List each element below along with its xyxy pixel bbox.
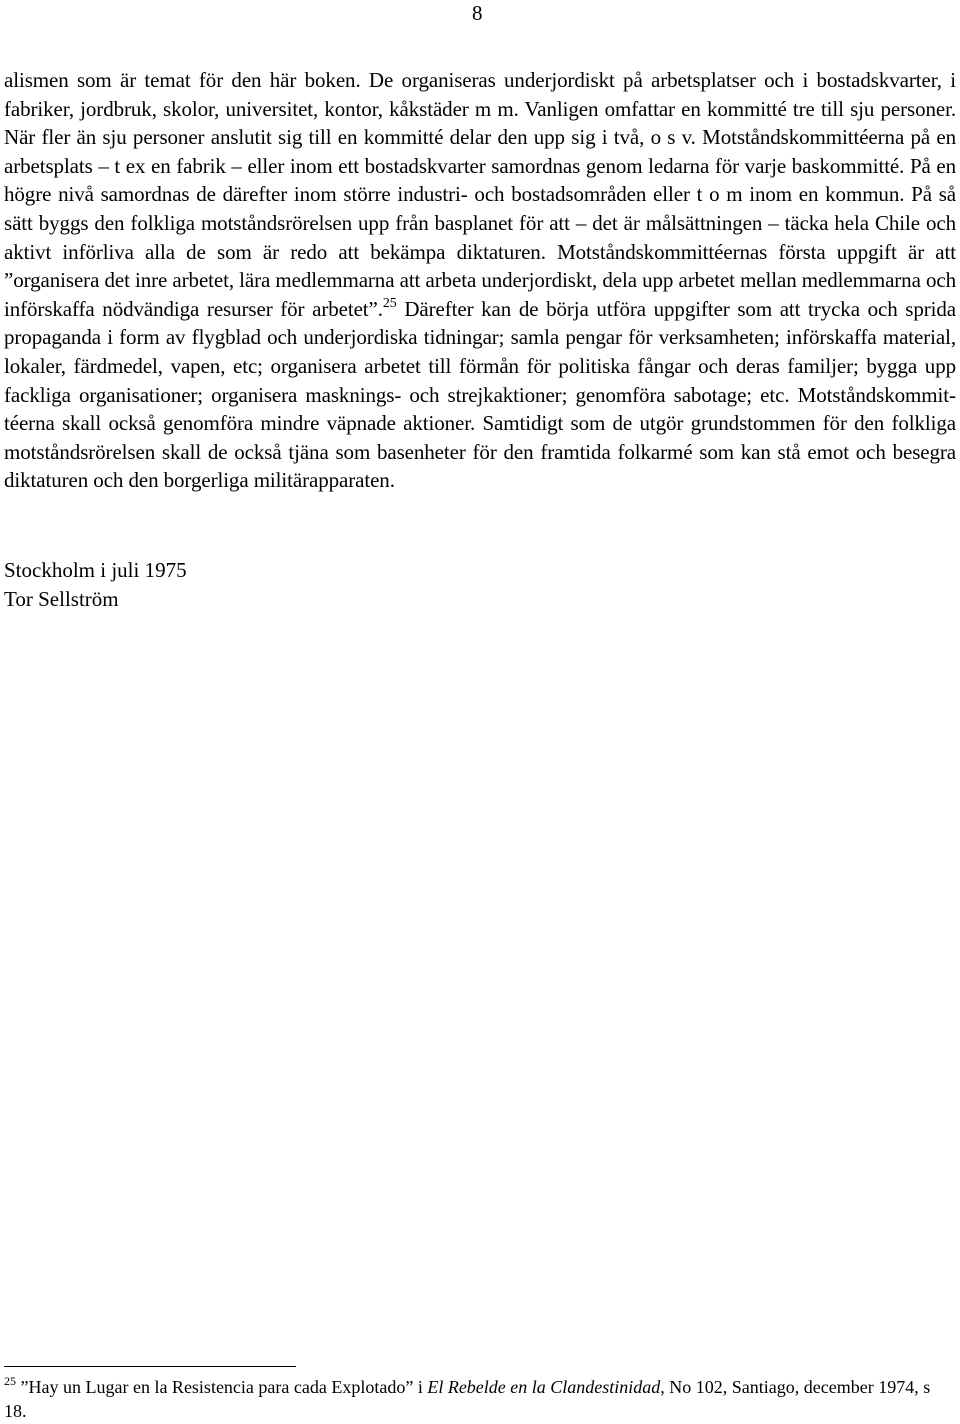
page-number: 8 (472, 1, 483, 25)
footnote-text-end: , No 102, Santiago, december 1974, s 18. (4, 1377, 931, 1421)
footnote-number: 25 (4, 1374, 16, 1388)
paragraph-text-continued: Därefter kan de börja utföra uppgifter som att trycka och sprida propaganda i form av flygblad och underjordiska tidningar; samla pengar för verksamheten; införskaffa material, lokaler, färdmedel, vapen, etc; organisera arbetet till förmån för politiska fångar och deras familjer; bygga upp fackliga organisationer; organisera masknings- och strejkaktioner; genomföra sabotage; etc. Motståndskommittéerna skall också genomföra mindre väpnade aktioner. Samtidigt som de utgör grundstommen för den folkliga motståndsrörelsen skall de också tjäna som basenheter för den framtida folkarmé som kan stå emot och besegra diktaturen och den borgerliga militärapparaten. (4, 296, 956, 493)
footnote-separator (4, 1366, 296, 1367)
footnote-reference: 25 (382, 295, 397, 311)
footnote-publication-title: El Rebelde en la Clandestinidad (427, 1377, 661, 1397)
signature-author: Tor Sellström (4, 587, 119, 611)
body-paragraph (4, 66, 956, 495)
signature-block (4, 556, 187, 614)
signature-place-date: Stockholm i juli 1975 (4, 558, 187, 582)
footnote-text-start: ”Hay un Lugar en la Resistencia para cada Explotado” i (16, 1377, 428, 1397)
paragraph-text: alismen som är temat för den här boken. De organiseras underjordiskt på arbetsplatser och i bostadskvarter, i fabriker, jordbruk, skolor, universitet, kontor, kåkstäder m m. Vanligen omfattar en kommitté tre till sju personer. När fler än sju personer anslutit sig till en kommitté delar den upp sig i två, o s v. Motståndskommittéerna på en arbetsplats – t ex en fabrik – eller inom ett bostadskvarter samordnas genom ledarna för varje baskommitté. På en högre nivå samordnas de därefter inom större industri- och bostadsområden eller t o m inom en kommun. På så sätt byggs den folkliga motståndsrörelsen upp från basplanet för att – det är målsättningen – täcka hela Chile och aktivt införliva alla de som är redo att bekämpa diktaturen. Motståndskommittéernas första uppgift är att ”organisera det inre arbetet, lära medlemmarna att arbeta underjordiskt, dela upp arbetet mellan medlemmarna och införskaffa nödvändiga resurser för arbetet”. (4, 68, 956, 321)
footnote (4, 1375, 956, 1423)
